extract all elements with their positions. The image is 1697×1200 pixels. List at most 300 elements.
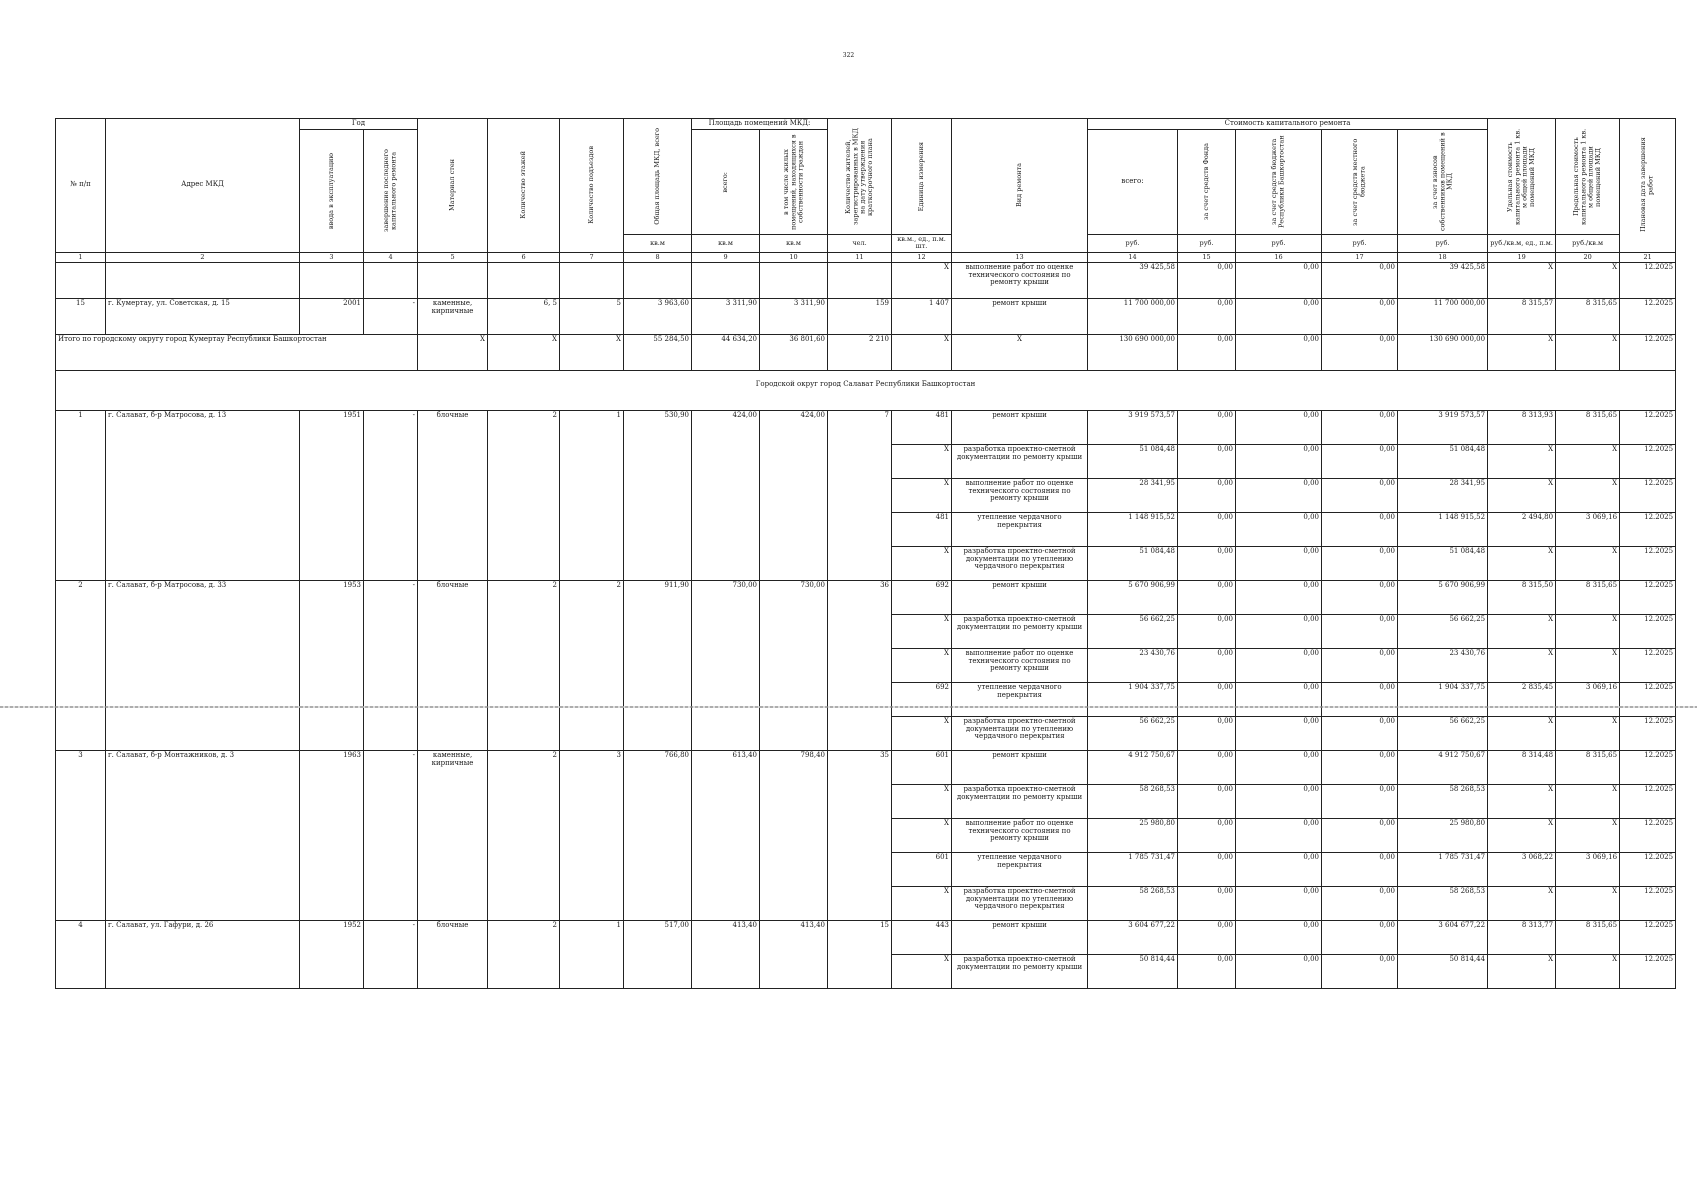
colnum: 8 bbox=[624, 252, 692, 262]
cell-work: разработка проектно-сметной документации по ремонту крыши bbox=[952, 614, 1088, 648]
cell-work: ремонт крыши bbox=[952, 410, 1088, 444]
cell-fund: 0,00 bbox=[1178, 546, 1236, 580]
cell-address: г. Салават, б-р Матросова, д. 33 bbox=[106, 580, 300, 750]
colnum: 15 bbox=[1178, 252, 1236, 262]
cell-local: 0,00 bbox=[1322, 648, 1398, 682]
cell-rb: 0,00 bbox=[1236, 410, 1322, 444]
cell-unit: X bbox=[892, 954, 952, 988]
cell-total: 1 785 731,47 bbox=[1088, 852, 1178, 886]
cell-area-total: 530,90 bbox=[624, 410, 692, 580]
cell-floors: X bbox=[488, 334, 560, 370]
cell-work: ремонт крыши bbox=[952, 920, 1088, 954]
header-area-group: Площадь помещений МКД: bbox=[692, 119, 828, 130]
cell-work: выполнение работ по оценке технического состояния по ремонту крыши bbox=[952, 648, 1088, 682]
cell-owners: 3 604 677,22 bbox=[1398, 920, 1488, 954]
cell-unit: X bbox=[892, 614, 952, 648]
cell-limit: X bbox=[1556, 716, 1620, 750]
unit-16: руб. bbox=[1236, 235, 1322, 253]
cell-fund: 0,00 bbox=[1178, 648, 1236, 682]
unit-20: руб./кв.м bbox=[1556, 235, 1620, 253]
header-limit-cost: Предельная стоимость капитального ремонта 1 кв. м общей площади помещений МКД bbox=[1556, 119, 1620, 235]
header-cost-group: Стоимость капитального ремонта bbox=[1088, 119, 1488, 130]
cell-owners: 28 341,95 bbox=[1398, 478, 1488, 512]
cell-total: 3 919 573,57 bbox=[1088, 410, 1178, 444]
cell-owners: 51 084,48 bbox=[1398, 444, 1488, 478]
cell-fund: 0,00 bbox=[1178, 784, 1236, 818]
cell-rb: 0,00 bbox=[1236, 818, 1322, 852]
cell-work: ремонт крыши bbox=[952, 750, 1088, 784]
cell-limit: X bbox=[1556, 954, 1620, 988]
cell-fund: 0,00 bbox=[1178, 334, 1236, 370]
cell-unit: X bbox=[892, 648, 952, 682]
unit-19: руб./кв.м, ед., п.м. bbox=[1488, 235, 1556, 253]
cell-limit: 8 315,65 bbox=[1556, 750, 1620, 784]
cell-work: выполнение работ по оценке технического состояния по ремонту крыши bbox=[952, 818, 1088, 852]
colnum: 13 bbox=[952, 252, 1088, 262]
cell-work: утепление чердачного перекрытия bbox=[952, 852, 1088, 886]
cell-work: утепление чердачного перекрытия bbox=[952, 512, 1088, 546]
header-row-1 bbox=[56, 119, 1676, 130]
cell-year: 1952 bbox=[300, 920, 364, 988]
cell-local: 0,00 bbox=[1322, 886, 1398, 920]
cell-local: 0,00 bbox=[1322, 716, 1398, 750]
header-area-living: в том числе жилых помещений, находящихся в собственности граждан bbox=[760, 130, 828, 235]
cell-address: г. Салават, ул. Гафури, д. 26 bbox=[106, 920, 300, 988]
cell-total: 50 814,44 bbox=[1088, 954, 1178, 988]
header-year-built: ввода в эксплуатацию bbox=[300, 130, 364, 253]
cell-local: 0,00 bbox=[1322, 682, 1398, 716]
cell-limit: X bbox=[1556, 784, 1620, 818]
cell-total: 51 084,48 bbox=[1088, 444, 1178, 478]
unit-11: чел. bbox=[828, 235, 892, 253]
cell-residents: 36 bbox=[828, 580, 892, 750]
cell-date: 12.2025 bbox=[1620, 444, 1676, 478]
cell-fund: 0,00 bbox=[1178, 818, 1236, 852]
cell-spec: X bbox=[1488, 546, 1556, 580]
cell-date: 12.2025 bbox=[1620, 410, 1676, 444]
header-cost-total: всего: bbox=[1088, 130, 1178, 235]
cell-limit: X bbox=[1556, 648, 1620, 682]
cell-spec: X bbox=[1488, 334, 1556, 370]
cell-fund: 0,00 bbox=[1178, 886, 1236, 920]
cell-work: разработка проектно-сметной документации по утеплению чердачного перекрытия bbox=[952, 716, 1088, 750]
cell-last-repair: - bbox=[364, 298, 418, 334]
unit-15: руб. bbox=[1178, 235, 1236, 253]
cell-year: 1963 bbox=[300, 750, 364, 920]
cell-num: 4 bbox=[56, 920, 106, 988]
colnum: 1 bbox=[56, 252, 106, 262]
cell-limit: X bbox=[1556, 478, 1620, 512]
cell-year: 1951 bbox=[300, 410, 364, 580]
unit-12: кв.м., ед., п.м. шт. bbox=[892, 235, 952, 253]
cell-date: 12.2025 bbox=[1620, 682, 1676, 716]
cell-total: 58 268,53 bbox=[1088, 784, 1178, 818]
cell-date: 12.2025 bbox=[1620, 852, 1676, 886]
cell-area-total: 55 284,50 bbox=[624, 334, 692, 370]
colnum: 16 bbox=[1236, 252, 1322, 262]
cell-address: г. Кумертау, ул. Советская, д. 15 bbox=[106, 298, 300, 334]
header-material: Материал стен bbox=[418, 119, 488, 253]
cell-rb: 0,00 bbox=[1236, 648, 1322, 682]
table-row bbox=[56, 262, 1676, 298]
cell-fund: 0,00 bbox=[1178, 682, 1236, 716]
cell-rb: 0,00 bbox=[1236, 444, 1322, 478]
header-residents: Количество жителей, зарегистрированных в МКД на дату утверждения краткосрочного плана bbox=[828, 119, 892, 235]
cell-limit: 3 069,16 bbox=[1556, 512, 1620, 546]
cell-unit: X bbox=[892, 262, 952, 298]
cell-spec: 8 315,57 bbox=[1488, 298, 1556, 334]
cell-material: каменные, кирпичные bbox=[418, 750, 488, 920]
cell-date: 12.2025 bbox=[1620, 478, 1676, 512]
table-row bbox=[56, 920, 1676, 954]
cell-area-premises: 424,00 bbox=[692, 410, 760, 580]
cell-work: выполнение работ по оценке технического состояния по ремонту крыши bbox=[952, 478, 1088, 512]
cell-unit: X bbox=[892, 818, 952, 852]
unit-14: руб. bbox=[1088, 235, 1178, 253]
column-numbers-row bbox=[56, 252, 1676, 262]
cell-date: 12.2025 bbox=[1620, 716, 1676, 750]
colnum: 11 bbox=[828, 252, 892, 262]
cell-floors: 2 bbox=[488, 580, 560, 750]
cell-limit: X bbox=[1556, 818, 1620, 852]
cell-limit: X bbox=[1556, 262, 1620, 298]
header-unit: Единица измерения bbox=[892, 119, 952, 235]
cell-material: блочные bbox=[418, 920, 488, 988]
cell-total: 1 904 337,75 bbox=[1088, 682, 1178, 716]
cell-work: ремонт крыши bbox=[952, 298, 1088, 334]
cell-entrances: X bbox=[560, 334, 624, 370]
cell-rb: 0,00 bbox=[1236, 580, 1322, 614]
cell-num: 1 bbox=[56, 410, 106, 580]
colnum: 14 bbox=[1088, 252, 1178, 262]
cell-area-living: 730,00 bbox=[760, 580, 828, 750]
cell-owners: 58 268,53 bbox=[1398, 784, 1488, 818]
cell-spec: X bbox=[1488, 818, 1556, 852]
cell-spec: X bbox=[1488, 444, 1556, 478]
table-row bbox=[56, 750, 1676, 784]
header-planned-date: Плановая дата завершения работ bbox=[1620, 119, 1676, 253]
cell-residents: 7 bbox=[828, 410, 892, 580]
cell-fund: 0,00 bbox=[1178, 262, 1236, 298]
cell-date: 12.2025 bbox=[1620, 512, 1676, 546]
cell-local: 0,00 bbox=[1322, 750, 1398, 784]
cell-unit: 1 407 bbox=[892, 298, 952, 334]
header-work-type: Вид ремонта bbox=[952, 119, 1088, 253]
cell-rb: 0,00 bbox=[1236, 954, 1322, 988]
cell-area-premises: 730,00 bbox=[692, 580, 760, 750]
cell-owners: 1 904 337,75 bbox=[1398, 682, 1488, 716]
cell-rb: 0,00 bbox=[1236, 512, 1322, 546]
cell-work: X bbox=[952, 334, 1088, 370]
cell-owners: 4 912 750,67 bbox=[1398, 750, 1488, 784]
cell-year: 2001 bbox=[300, 298, 364, 334]
cell-rb: 0,00 bbox=[1236, 682, 1322, 716]
cell-area-living: 36 801,60 bbox=[760, 334, 828, 370]
header-cost-fund: за счет средств Фонда bbox=[1178, 130, 1236, 235]
header-cost-owners: за счет взносов собственников помещений в МКД bbox=[1398, 130, 1488, 235]
cell-rb: 0,00 bbox=[1236, 784, 1322, 818]
cell-date: 12.2025 bbox=[1620, 580, 1676, 614]
cell-spec: 2 494,80 bbox=[1488, 512, 1556, 546]
capital-repair-table bbox=[55, 118, 1676, 989]
cell-fund: 0,00 bbox=[1178, 580, 1236, 614]
header-cost-rb: за счет средств бюджета Республики Башкортостан bbox=[1236, 130, 1322, 235]
cell-rb: 0,00 bbox=[1236, 262, 1322, 298]
colnum: 19 bbox=[1488, 252, 1556, 262]
cell-total: 11 700 000,00 bbox=[1088, 298, 1178, 334]
cell-residents: 2 210 bbox=[828, 334, 892, 370]
cell-limit: 8 315,65 bbox=[1556, 298, 1620, 334]
cell-date: 12.2025 bbox=[1620, 648, 1676, 682]
cell-spec: 3 068,22 bbox=[1488, 852, 1556, 886]
cell-work: разработка проектно-сметной документации по ремонту крыши bbox=[952, 954, 1088, 988]
cell-local: 0,00 bbox=[1322, 444, 1398, 478]
table-row bbox=[56, 580, 1676, 614]
colnum: 12 bbox=[892, 252, 952, 262]
cell-date: 12.2025 bbox=[1620, 920, 1676, 954]
cell-rb: 0,00 bbox=[1236, 920, 1322, 954]
cell-local: 0,00 bbox=[1322, 580, 1398, 614]
cell-limit: 8 315,65 bbox=[1556, 920, 1620, 954]
cell-total: 56 662,25 bbox=[1088, 716, 1178, 750]
cell-unit: 692 bbox=[892, 580, 952, 614]
colnum: 4 bbox=[364, 252, 418, 262]
cell-total: 56 662,25 bbox=[1088, 614, 1178, 648]
unit-18: руб. bbox=[1398, 235, 1488, 253]
cell-fund: 0,00 bbox=[1178, 444, 1236, 478]
cell-local: 0,00 bbox=[1322, 334, 1398, 370]
cell-total: 1 148 915,52 bbox=[1088, 512, 1178, 546]
cell-unit: 601 bbox=[892, 852, 952, 886]
cell-local: 0,00 bbox=[1322, 818, 1398, 852]
cell-area-total: 911,90 bbox=[624, 580, 692, 750]
cell-work: утепление чердачного перекрытия bbox=[952, 682, 1088, 716]
cell-limit: 3 069,16 bbox=[1556, 852, 1620, 886]
cell-owners: 1 148 915,52 bbox=[1398, 512, 1488, 546]
cell-fund: 0,00 bbox=[1178, 750, 1236, 784]
cell-local: 0,00 bbox=[1322, 410, 1398, 444]
cell-work: выполнение работ по оценке технического состояния по ремонту крыши bbox=[952, 262, 1088, 298]
cell-material: X bbox=[418, 334, 488, 370]
cell-owners: 5 670 906,99 bbox=[1398, 580, 1488, 614]
cell-owners: 50 814,44 bbox=[1398, 954, 1488, 988]
cell-date: 12.2025 bbox=[1620, 954, 1676, 988]
cell-unit: 481 bbox=[892, 512, 952, 546]
cell-unit: 443 bbox=[892, 920, 952, 954]
header-cost-local: за счет средств местного бюджета bbox=[1322, 130, 1398, 235]
cell-owners: 23 430,76 bbox=[1398, 648, 1488, 682]
cell-address: г. Салават, б-р Матросова, д. 13 bbox=[106, 410, 300, 580]
cell-address: г. Салават, б-р Монтажников, д. 3 bbox=[106, 750, 300, 920]
cell-limit: X bbox=[1556, 444, 1620, 478]
cell-local: 0,00 bbox=[1322, 954, 1398, 988]
cell-area-total: 766,80 bbox=[624, 750, 692, 920]
cell-year: 1953 bbox=[300, 580, 364, 750]
cell-work: ремонт крыши bbox=[952, 580, 1088, 614]
cell-unit: 692 bbox=[892, 682, 952, 716]
cell-date: 12.2025 bbox=[1620, 818, 1676, 852]
header-entrances: Количество подъездов bbox=[560, 119, 624, 253]
cell-last-repair: - bbox=[364, 410, 418, 580]
cell-limit: 3 069,16 bbox=[1556, 682, 1620, 716]
cell-residents: 35 bbox=[828, 750, 892, 920]
cell-work: разработка проектно-сметной документации по утеплению чердачного перекрытия bbox=[952, 886, 1088, 920]
cell-spec: X bbox=[1488, 954, 1556, 988]
cell-unit: X bbox=[892, 478, 952, 512]
cell-residents: 159 bbox=[828, 298, 892, 334]
unit-17: руб. bbox=[1322, 235, 1398, 253]
cell-owners: 51 084,48 bbox=[1398, 546, 1488, 580]
cell-total: 58 268,53 bbox=[1088, 886, 1178, 920]
cell-date: 12.2025 bbox=[1620, 262, 1676, 298]
colnum: 10 bbox=[760, 252, 828, 262]
cell-rb: 0,00 bbox=[1236, 886, 1322, 920]
unit-9: кв.м bbox=[692, 235, 760, 253]
cell-floors: 2 bbox=[488, 410, 560, 580]
cell-work: разработка проектно-сметной документации по ремонту крыши bbox=[952, 444, 1088, 478]
colnum: 3 bbox=[300, 252, 364, 262]
cell-rb: 0,00 bbox=[1236, 852, 1322, 886]
header-floors: Количество этажей bbox=[488, 119, 560, 253]
colnum: 20 bbox=[1556, 252, 1620, 262]
cell-area-living: 424,00 bbox=[760, 410, 828, 580]
cell-floors: 2 bbox=[488, 750, 560, 920]
cell-rb: 0,00 bbox=[1236, 750, 1322, 784]
cell-limit: X bbox=[1556, 334, 1620, 370]
cell-unit: X bbox=[892, 546, 952, 580]
cell-total: 25 980,80 bbox=[1088, 818, 1178, 852]
cell-owners: 39 425,58 bbox=[1398, 262, 1488, 298]
cell-unit: 481 bbox=[892, 410, 952, 444]
cell-unit: X bbox=[892, 334, 952, 370]
cell-date: 12.2025 bbox=[1620, 334, 1676, 370]
cell-area-living: 3 311,90 bbox=[760, 298, 828, 334]
colnum: 18 bbox=[1398, 252, 1488, 262]
header-specific-cost: Удельная стоимость капитального ремонта 1 кв. м общей площади помещений МКД bbox=[1488, 119, 1556, 235]
cell-total: 4 912 750,67 bbox=[1088, 750, 1178, 784]
cell-spec: X bbox=[1488, 478, 1556, 512]
header-num: № п/п bbox=[56, 119, 106, 253]
cell-area-living: 798,40 bbox=[760, 750, 828, 920]
cell-fund: 0,00 bbox=[1178, 410, 1236, 444]
cell-spec: 8 313,77 bbox=[1488, 920, 1556, 954]
page-number: 322 bbox=[842, 52, 855, 59]
cell-owners: 11 700 000,00 bbox=[1398, 298, 1488, 334]
cell-work: разработка проектно-сметной документации по утеплению чердачного перекрытия bbox=[952, 546, 1088, 580]
cell-area-premises: 613,40 bbox=[692, 750, 760, 920]
section-title: Городской округ город Салават Республики Башкортостан bbox=[56, 370, 1676, 410]
cell-spec: 8 313,93 bbox=[1488, 410, 1556, 444]
cell-fund: 0,00 bbox=[1178, 512, 1236, 546]
cell-material: блочные bbox=[418, 410, 488, 580]
cell-fund: 0,00 bbox=[1178, 614, 1236, 648]
cell-fund: 0,00 bbox=[1178, 716, 1236, 750]
cell-residents: 15 bbox=[828, 920, 892, 988]
cell-total: 51 084,48 bbox=[1088, 546, 1178, 580]
colnum: 6 bbox=[488, 252, 560, 262]
cell-total: 3 604 677,22 bbox=[1088, 920, 1178, 954]
cell-num: 2 bbox=[56, 580, 106, 750]
cell-rb: 0,00 bbox=[1236, 298, 1322, 334]
cell-rb: 0,00 bbox=[1236, 614, 1322, 648]
colnum: 17 bbox=[1322, 252, 1398, 262]
cell-spec: X bbox=[1488, 648, 1556, 682]
header-address: Адрес МКД bbox=[106, 119, 300, 253]
cell-local: 0,00 bbox=[1322, 784, 1398, 818]
cell-owners: 1 785 731,47 bbox=[1398, 852, 1488, 886]
colnum: 5 bbox=[418, 252, 488, 262]
colnum: 21 bbox=[1620, 252, 1676, 262]
cell-date: 12.2025 bbox=[1620, 546, 1676, 580]
cell-spec: 8 315,50 bbox=[1488, 580, 1556, 614]
header-year-last-repair: завершение последнего капитального ремонта bbox=[364, 130, 418, 253]
cell-date: 12.2025 bbox=[1620, 298, 1676, 334]
cell-spec: 2 835,45 bbox=[1488, 682, 1556, 716]
cell-area-total: 517,00 bbox=[624, 920, 692, 988]
cell-limit: X bbox=[1556, 546, 1620, 580]
cell-owners: 56 662,25 bbox=[1398, 614, 1488, 648]
cell-material: блочные bbox=[418, 580, 488, 750]
cell-spec: X bbox=[1488, 716, 1556, 750]
cell-rb: 0,00 bbox=[1236, 334, 1322, 370]
cell-rb: 0,00 bbox=[1236, 546, 1322, 580]
cell-num: 3 bbox=[56, 750, 106, 920]
cell-limit: 8 315,65 bbox=[1556, 410, 1620, 444]
cell-local: 0,00 bbox=[1322, 512, 1398, 546]
cell-area-premises: 413,40 bbox=[692, 920, 760, 988]
cell-date: 12.2025 bbox=[1620, 750, 1676, 784]
cell-rb: 0,00 bbox=[1236, 716, 1322, 750]
cell-total: 28 341,95 bbox=[1088, 478, 1178, 512]
cell-date: 12.2025 bbox=[1620, 614, 1676, 648]
cell-date: 12.2025 bbox=[1620, 784, 1676, 818]
cell-fund: 0,00 bbox=[1178, 298, 1236, 334]
colnum: 9 bbox=[692, 252, 760, 262]
cell-owners: 130 690 000,00 bbox=[1398, 334, 1488, 370]
header-area-premises: всего: bbox=[692, 130, 760, 235]
unit-10: кв.м bbox=[760, 235, 828, 253]
cell-entrances: 5 bbox=[560, 298, 624, 334]
cell-spec: X bbox=[1488, 784, 1556, 818]
cell-unit: X bbox=[892, 444, 952, 478]
cell-date: 12.2025 bbox=[1620, 886, 1676, 920]
cell-owners: 56 662,25 bbox=[1398, 716, 1488, 750]
cell-rb: 0,00 bbox=[1236, 478, 1322, 512]
cell-area-premises: 44 634,20 bbox=[692, 334, 760, 370]
colnum: 7 bbox=[560, 252, 624, 262]
cell-work: разработка проектно-сметной документации по ремонту крыши bbox=[952, 784, 1088, 818]
header-total-area: Общая площадь МКД, всего bbox=[624, 119, 692, 235]
cell-unit: X bbox=[892, 886, 952, 920]
cell-spec: 8 314,48 bbox=[1488, 750, 1556, 784]
cell-entrances: 1 bbox=[560, 920, 624, 988]
cell-owners: 3 919 573,57 bbox=[1398, 410, 1488, 444]
table-row bbox=[56, 410, 1676, 444]
cell-local: 0,00 bbox=[1322, 920, 1398, 954]
colnum: 2 bbox=[106, 252, 300, 262]
cell-area-living: 413,40 bbox=[760, 920, 828, 988]
cell-limit: X bbox=[1556, 886, 1620, 920]
cell-entrances: 1 bbox=[560, 410, 624, 580]
cell-total: 39 425,58 bbox=[1088, 262, 1178, 298]
unit-8: кв.м bbox=[624, 235, 692, 253]
cell-spec: X bbox=[1488, 262, 1556, 298]
cell-fund: 0,00 bbox=[1178, 920, 1236, 954]
section-row bbox=[56, 370, 1676, 410]
cell-limit: 8 315,65 bbox=[1556, 580, 1620, 614]
cell-unit: 601 bbox=[892, 750, 952, 784]
cell-owners: 25 980,80 bbox=[1398, 818, 1488, 852]
